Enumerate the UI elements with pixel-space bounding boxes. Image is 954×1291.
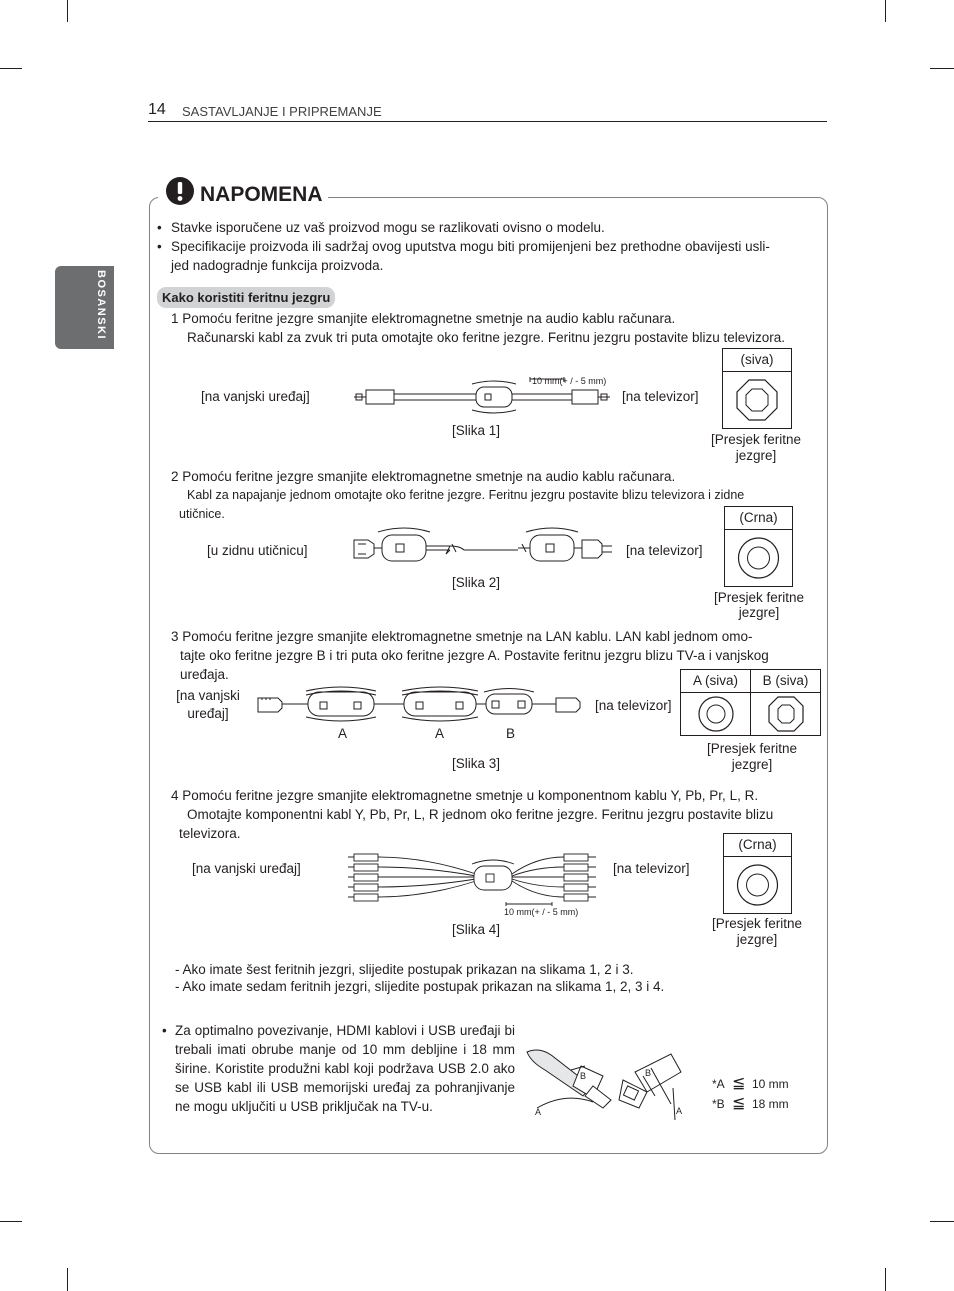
hdmi-usb-text: Za optimalno povezivanje, HDMI kablovi i USB uređaji bi trebali imati obrube manje od 10 mm debljine i 18 mm širine. Koristite produžni kabl koji podržava USB 2.0 ako se USB kabl ili USB memorijski uređaj za pohranjivanje ne mogu uključiti u USB priključak na TV-u. [175,1023,515,1114]
figure-1-caption: [Slika 1] [452,423,501,438]
ferrite-a-b-icons [681,693,820,735]
ferrite-heading: Kako koristiti feritnu jezgru [157,287,335,308]
usb-label-a: A [676,1106,683,1116]
step-4-box-label: (Crna) [724,834,791,857]
step-2-left-label: [u zidnu utičnicu] [207,543,308,558]
step-3-box-caption-2: jezgre] [731,757,773,772]
hdmi-label-b: B [580,1071,587,1081]
step-3-left-label-2: uređaj] [187,706,229,721]
step-3-box-label-a: A (siva) [681,670,751,692]
step-3-line-2: tajte oko feritne jezgre B i tri puta oko feritne jezgre A. Postavite feritnu jezgru blizu TV-a i vanjskog [180,648,769,663]
language-tab-label: BOSANSKI [95,270,107,341]
step-4-cross-section-box [723,833,792,914]
hdmi-usb-figure [523,1042,691,1126]
note-bullet-2-cont: jed nadogradnje funkcija proizvoda. [171,258,384,273]
step-1-line-1: 1 Pomoću feritne jezgre smanjite elektromagnetne smetnje na audio kablu računara. [171,311,676,326]
step-3-line-3: uređaja. [180,667,229,682]
ferrite-note-1: - Ako imate šest feritnih jezgri, slijedite postupak prikazan na slikama 1, 2 i 3. [175,962,634,977]
step-2-cross-section-box [724,506,793,587]
step-3-right-label: [na televizor] [595,698,672,713]
power-cable-figure [350,526,624,570]
section-title: SASTAVLJANJE I PRIPREMANJE [182,104,382,119]
step-1-right-label: [na televizor] [622,389,699,404]
note-title: NAPOMENA [200,183,323,206]
figure-3-caption: [Slika 3] [452,756,501,771]
step-2-box-caption-1: [Presjek feritne [713,590,805,605]
page-number: 14 [148,101,166,118]
step-2-right-label: [na televizor] [626,543,703,558]
core-label-a2: A [435,726,445,741]
note-bullet-1: Stavke isporučene uz vaš proizvod mogu se razlikovati ovisno o modelu. [171,220,605,235]
ferrite-ring-icon [724,857,791,913]
bullet-dot: • [157,220,162,235]
ferrite-note-2: - Ako imate sedam feritnih jezgri, slijedite postupak prikazan na slikama 1, 2, 3 i 4. [175,979,665,994]
step-4-right-label: [na televizor] [613,861,690,876]
step-4-dimension: 10 mm(+ / - 5 mm) [504,907,579,917]
step-3-line-1: 3 Pomoću feritne jezgre smanjite elektromagnetne smetnje na LAN kablu. LAN kabl jednom omo- [171,629,753,644]
figure-4-caption: [Slika 4] [452,922,501,937]
step-1-box-caption-2: jezgre] [735,448,777,463]
component-cable-figure [346,852,598,906]
step-4-line-3: televizora. [179,826,241,841]
usb-label-b: B [645,1068,652,1078]
step-4-left-label: [na vanjski uređaj] [192,861,301,876]
step-4-box-caption-2: jezgre] [736,932,778,947]
less-equal-icon: ≦ [732,1095,746,1112]
note-bullet-2: Specifikacije proizvoda ili sadržaj ovog uputstva mogu biti promijenjeni bez prethodne obavijesti usli- [171,239,770,254]
step-2-box-label: (Crna) [725,507,792,530]
spec-b-label: *B [712,1097,725,1111]
step-4-line-1: 4 Pomoću feritne jezgre smanjite elektromagnetne smetnje u komponentnom kablu Y, Pb, Pr, L, R. [171,788,759,803]
step-2-line-3: utičnice. [179,507,225,521]
header-rule [148,121,827,122]
core-label-a1: A [338,726,348,741]
step-3-box-caption-1: [Presjek feritne [706,741,798,756]
step-1-line-2: Računarski kabl za zvuk tri puta omotajte oko feritne jezgre. Feritnu jezgru postavite blizu televizora. [187,330,786,345]
bullet-dot: • [162,1023,167,1038]
spec-b-value: 18 mm [752,1097,789,1111]
step-1-cross-section-box [722,348,792,429]
core-label-b: B [506,726,516,741]
step-3-cross-section-box [680,669,821,736]
hdmi-label-a: A [535,1107,542,1117]
ferrite-ring-icon [725,530,792,586]
step-3-box-label-b: B (siva) [762,673,809,688]
bullet-dot: • [157,239,162,254]
lan-cable-figure [256,686,582,722]
language-tab [55,266,114,349]
step-2-line-1: 2 Pomoću feritne jezgre smanjite elektromagnetne smetnje na audio kablu računara. [171,469,676,484]
step-4-box-caption-1: [Presjek feritne [711,916,803,931]
step-1-left-label: [na vanjski uređaj] [201,389,310,404]
audio-cable-figure [354,374,610,414]
ferrite-octagon-icon [723,372,791,428]
step-4-line-2: Omotajte komponentni kabl Y, Pb, Pr, L, R jednom oko feritne jezgre. Feritnu jezgru postavite blizu [187,807,774,822]
step-1-box-caption-1: [Presjek feritne [710,432,802,447]
less-equal-icon: ≦ [732,1075,746,1092]
spec-a-label: *A [712,1077,725,1091]
figure-2-caption: [Slika 2] [452,575,501,590]
spec-a-value: 10 mm [752,1077,789,1091]
step-2-box-caption-2: jezgre] [738,605,780,620]
step-3-left-label-1: [na vanjski [176,688,240,703]
step-1-dimension: 10 mm(+ / - 5 mm) [532,376,607,386]
step-1-box-label: (siva) [723,349,791,372]
exclamation-icon [165,176,195,206]
step-2-line-2: Kabl za napajanje jednom omotajte oko feritne jezgre. Feritnu jezgru postavite blizu televizora i zidne [187,488,745,502]
